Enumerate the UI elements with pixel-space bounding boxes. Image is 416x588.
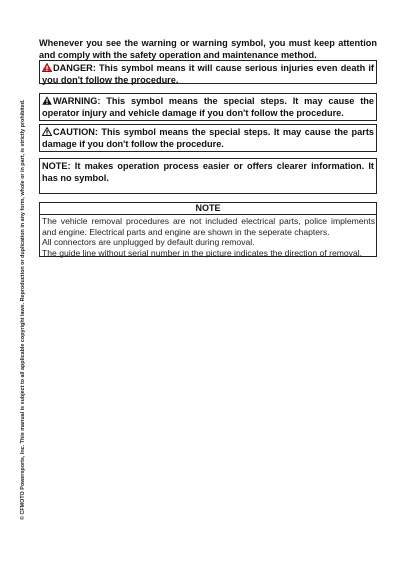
warning-triangle-icon bbox=[42, 96, 52, 105]
note-line: The guide line without serial number in the picture indicates the direction of removal. bbox=[42, 247, 363, 258]
note-line: All connectors are unplugged by default during removal. bbox=[42, 237, 255, 248]
copyright-sidebar: © CFMOTO Powersports, Inc. This manual is subject to all applicable copyright laws. Reproduction or duplication in any form, whole or in part, is strictly prohibited. bbox=[20, 99, 26, 520]
removal-note-box bbox=[39, 202, 377, 257]
note-symbol-box bbox=[39, 158, 377, 194]
warning-box bbox=[39, 93, 377, 121]
caution-triangle-icon bbox=[42, 127, 52, 136]
caution-text: CAUTION: This symbol means the special steps. It may cause the parts damage if you don't follow the procedure. bbox=[42, 127, 374, 149]
warning-text: WARNING: This symbol means the special steps. It may cause the operator injury and vehicle damage if you don't follow the procedure. bbox=[42, 96, 374, 118]
danger-text: DANGER: This symbol means it will cause serious injuries even death if you don't follow the procedure. bbox=[42, 63, 374, 85]
danger-box bbox=[39, 60, 377, 84]
note-line: The vehicle removal procedures are not included electrical parts, police implements and engine. Electrical parts and engine are shown in the seperate chapters. bbox=[42, 216, 375, 237]
note-text: NOTE: It makes operation process easier or offers clearer information. It has no symbol. bbox=[42, 161, 374, 183]
intro-paragraph: Whenever you see the warning or warning symbol, you must keep attention and comply with the safety operation and maintenance method. bbox=[39, 38, 377, 61]
note-body bbox=[40, 215, 376, 258]
note-title: NOTE bbox=[40, 203, 376, 215]
danger-triangle-icon bbox=[42, 63, 52, 72]
caution-box bbox=[39, 124, 377, 152]
